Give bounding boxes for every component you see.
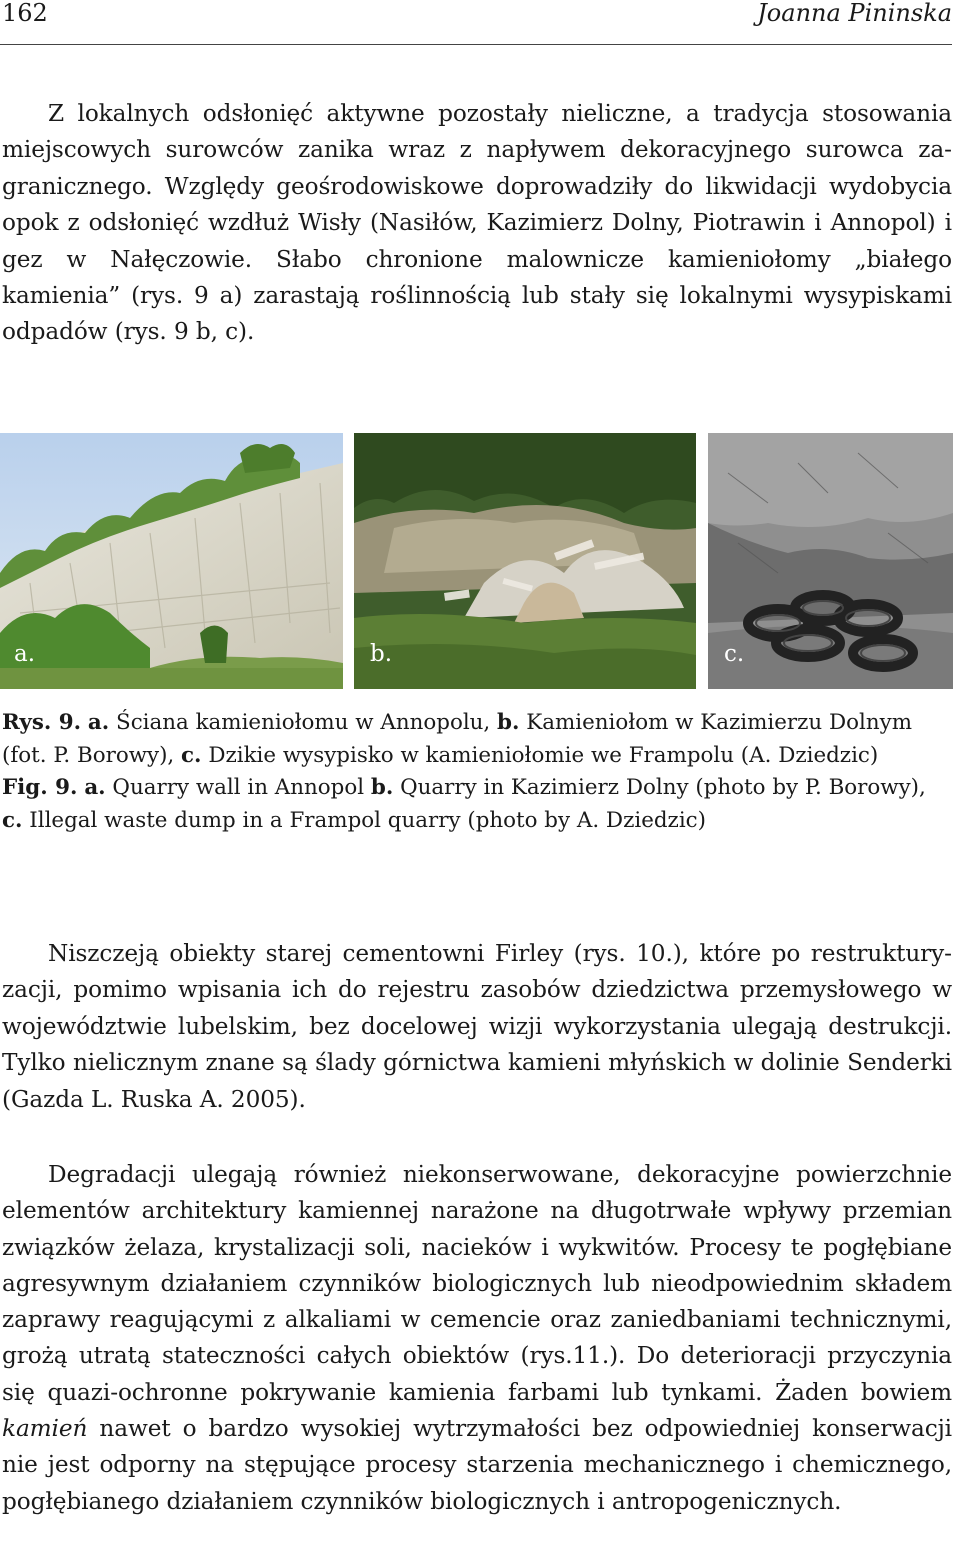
caption-mark-c: c.: [181, 742, 202, 768]
caption-text-b: Kamieniołom w Kazimierzu Dolnym (fot. P. Borowy),: [2, 710, 912, 768]
caption-text-c: Dzikie wysypisko w kamieniołomie we Frampolu (A. Dziedzic): [201, 742, 879, 768]
caption-fig-label: Fig. 9.: [2, 775, 78, 800]
running-author: Joanna Pininska: [757, 0, 952, 27]
running-header: [0, 0, 952, 45]
figure-9c-photo: [708, 433, 953, 689]
quarry-debris-image: [354, 433, 696, 689]
page-number: 162: [2, 0, 48, 27]
paragraph-3-start: Degradacji ulegają również niekonserwowane, dekoracyjne powierzchnie elementów architektury kamiennej narażone na długotrwałe wpływy przemian związków żelaza, krystalizacji soli, nacieków i wykwitów. Procesy te pogłębiane agresywnym działaniem czynników biologicznych lub nieodpowiednim składem zaprawy reagującymi z alkaliami w cemencie oraz zaniedbaniami technicznymi, grożą utratą stateczności całych obiektów (rys.11.). Do deterioracji przyczynia się quazi-ochronne pokrywanie kamienia farbami lub tynkami. Żaden bowiem: [2, 1161, 952, 1406]
panel-label-c: c.: [724, 641, 745, 667]
caption-text-c: Illegal waste dump in a Frampol quarry (photo by A. Dziedzic): [22, 807, 706, 833]
paragraph-1: Z lokalnych odsłonięć aktywne pozostały nieliczne, a tradycja stosowania miejscowych surowców zanika wraz z napływem dekoracyjnego surowca zagranicznego. Względy geośrodowiskowe doprowadziły do likwidacji wydobycia opok z odsłonięć wzdłuż Wisły (Nasiłów, Kazimierz Dolny, Piotrawin i Annopol) i gez w Nałęczowie. Słabo chronione malownicze kamieniołomy „białego kamienia” (rys. 9 a) zarastają roślinnością lub stały się lokalnymi wysypiskami odpadów (rys. 9 b, c).: [2, 100, 952, 346]
panel-label-b: b.: [370, 641, 393, 667]
figure-9b-photo: [354, 433, 696, 689]
paragraph-3-end: nawet o bardzo wysokiej wytrzymałości bez odpowiedniej konserwacji nie jest odporny na stępujące procesy starzenia mechanicznego i chemicznego, pogłębianego działaniem czynników biologicznych i antropogenicznych.: [2, 1415, 952, 1515]
quarry-wall-image: [0, 433, 343, 689]
caption-text-a: Quarry wall in Annopol: [105, 775, 371, 800]
caption-mark-a: a.: [84, 775, 106, 800]
figure-caption-polish: [2, 707, 952, 773]
tire-dump-image: [708, 433, 953, 689]
caption-fig-label: Rys. 9.: [2, 710, 82, 735]
paragraph-2: Niszczeją obiekty starej cementowni Firley (rys. 10.), które po restrukturyzacji, pomimo wpisania ich do rejestru zasobów dziedzictwa przemysłowego w województwie lubelskim, bez docelowej wizji wykorzystania ulegają destrukcji. Tylko nielicznym znane są ślady górnictwa kamieni młyńskich w dolinie Senderki (Gazda L. Ruska A. 2005).: [2, 940, 952, 1113]
caption-mark-a: a.: [87, 710, 110, 735]
figure-caption-english: [2, 772, 952, 838]
paragraph-3-italic: kamień: [2, 1415, 88, 1443]
caption-mark-b: b.: [370, 775, 394, 800]
panel-label-a: a.: [14, 641, 36, 667]
paragraph-3: [2, 1157, 952, 1520]
caption-text-a: Ściana kamieniołomu w Annopolu,: [109, 710, 498, 735]
caption-text-b: Quarry in Kazimierz Dolny (photo by P. Borowy),: [393, 775, 926, 800]
figure-9a-photo: [0, 433, 343, 689]
caption-mark-b: b.: [497, 710, 520, 735]
caption-mark-c: c.: [2, 807, 23, 833]
